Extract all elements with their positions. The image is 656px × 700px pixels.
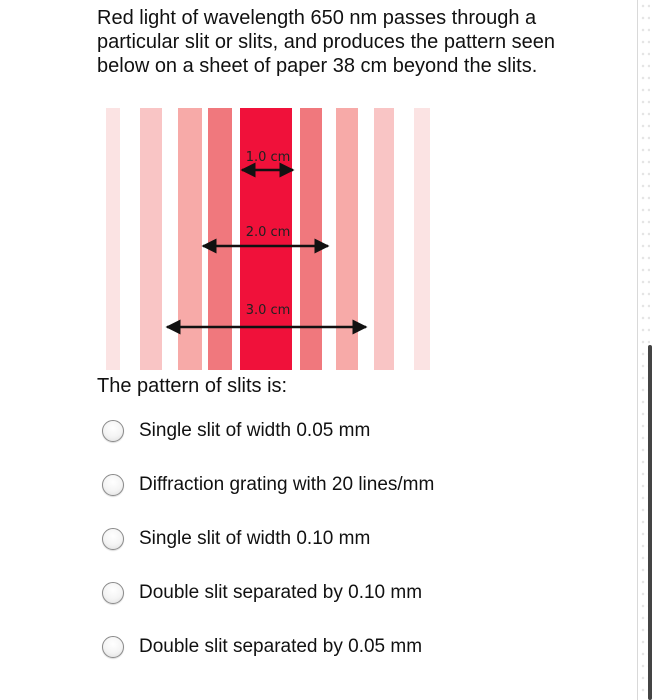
option-diffraction-grating[interactable]: [102, 470, 434, 500]
option-single-slit-0-05[interactable]: [102, 416, 370, 446]
option-label: Single slit of width 0.10 mm: [139, 528, 371, 549]
diffraction-pattern-figure: [100, 108, 440, 370]
fringe-left-outer-1: [140, 108, 162, 370]
scrollbar[interactable]: [648, 345, 652, 700]
fringe-left-second: [208, 108, 232, 370]
radio-button[interactable]: [102, 582, 124, 604]
fringe-right-second: [300, 108, 322, 370]
fringe-right-outer-2: [414, 108, 430, 370]
measure-label-1cm: 1.0 cm: [245, 150, 291, 165]
option-double-slit-0-05[interactable]: [102, 632, 422, 662]
measure-label-3cm: 3.0 cm: [245, 303, 291, 318]
fringe-left-outer-2: [106, 108, 120, 370]
panel-border: [637, 0, 638, 700]
prompt-text: The pattern of slits is:: [97, 375, 288, 397]
fringe-right-third: [336, 108, 358, 370]
fringe-right-outer-1: [374, 108, 394, 370]
option-label: Diffraction grating with 20 lines/mm: [139, 474, 435, 495]
option-label: Single slit of width 0.05 mm: [139, 420, 371, 441]
radio-button[interactable]: [102, 420, 124, 442]
fringe-left-third: [178, 108, 202, 370]
question-text: Red light of wavelength 650 nm passes through a particular slit or slits, and produces the pattern seen below on a sheet of paper 38 cm beyond the slits.: [97, 7, 556, 77]
option-label: Double slit separated by 0.05 mm: [139, 636, 423, 657]
option-single-slit-0-10[interactable]: [102, 524, 370, 554]
radio-button[interactable]: [102, 636, 124, 658]
option-label: Double slit separated by 0.10 mm: [139, 582, 423, 603]
option-double-slit-0-10[interactable]: [102, 578, 422, 608]
radio-button[interactable]: [102, 474, 124, 496]
radio-button[interactable]: [102, 528, 124, 550]
measure-label-2cm: 2.0 cm: [245, 225, 291, 240]
